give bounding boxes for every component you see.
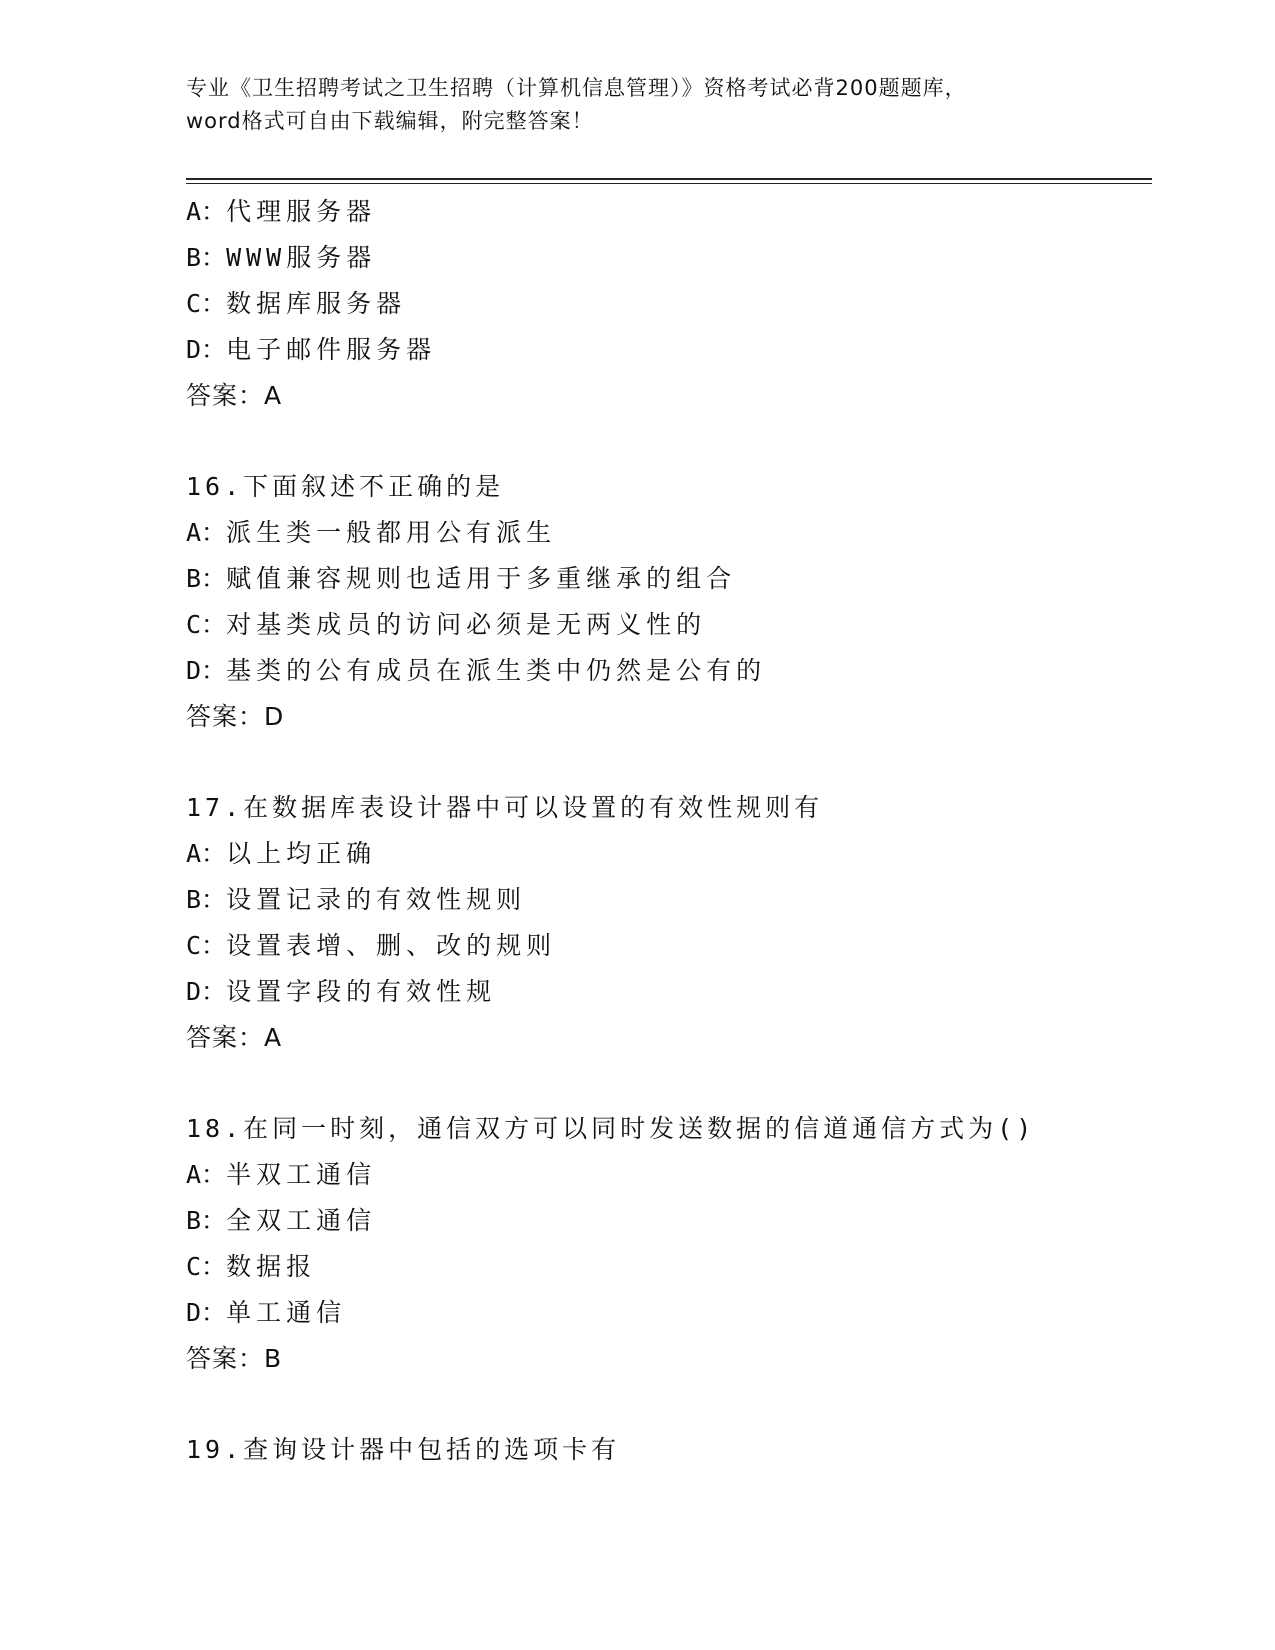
option-c — [186, 923, 1146, 969]
option-letter: B： — [186, 243, 227, 272]
option-letter: C： — [186, 1252, 227, 1281]
option-b — [186, 235, 1146, 281]
option-b — [186, 877, 1146, 923]
option-d — [186, 648, 1146, 694]
option-d — [186, 1290, 1146, 1336]
question-text: 18.在同一时刻，通信双方可以同时发送数据的信道通信方式为() — [186, 1114, 1036, 1143]
answer-line: 答案：B — [186, 1344, 283, 1373]
option-letter: C： — [186, 610, 227, 639]
option-a — [186, 831, 1146, 877]
question-block-16 — [186, 464, 1146, 740]
option-text: 以上均正确 — [226, 839, 377, 868]
option-text: 对基类成员的访问必须是无两义性的 — [226, 610, 707, 639]
option-b — [186, 1198, 1146, 1244]
option-letter: A： — [186, 839, 227, 868]
option-text: 电子邮件服务器 — [226, 335, 437, 364]
option-a — [186, 1152, 1146, 1198]
option-text: 设置表增、删、改的规则 — [226, 931, 557, 960]
document-header — [186, 72, 1086, 138]
question-block-15 — [186, 189, 1146, 419]
question-text: 16.下面叙述不正确的是 — [186, 472, 505, 501]
option-d — [186, 327, 1146, 373]
option-text: 赋值兼容规则也适用于多重继承的组合 — [226, 564, 737, 593]
option-text: 单工通信 — [226, 1298, 347, 1327]
option-letter: D： — [186, 335, 227, 364]
spacer — [186, 419, 1146, 464]
option-letter: A： — [186, 197, 227, 226]
question-block-18 — [186, 1106, 1146, 1382]
header-rule-thin — [186, 183, 1152, 184]
option-a — [186, 189, 1146, 235]
option-letter: A： — [186, 1160, 227, 1189]
option-text: 设置字段的有效性规 — [226, 977, 497, 1006]
option-letter: B： — [186, 1206, 227, 1235]
spacer — [186, 1061, 1146, 1106]
option-b — [186, 556, 1146, 602]
question-block-17 — [186, 785, 1146, 1061]
option-text: 全双工通信 — [226, 1206, 377, 1235]
spacer — [186, 1382, 1146, 1427]
option-text: 派生类一般都用公有派生 — [226, 518, 557, 547]
option-text: 半双工通信 — [226, 1160, 377, 1189]
question-text: 17.在数据库表设计器中可以设置的有效性规则有 — [186, 793, 824, 822]
option-c — [186, 1244, 1146, 1290]
answer-line: 答案：D — [186, 702, 285, 731]
option-text: 数据报 — [226, 1252, 317, 1281]
question-block-19 — [186, 1427, 1146, 1473]
option-text: 设置记录的有效性规则 — [226, 885, 527, 914]
option-text: 代理服务器 — [226, 197, 377, 226]
option-letter: D： — [186, 656, 227, 685]
spacer — [186, 740, 1146, 785]
option-text: 数据库服务器 — [226, 289, 407, 318]
option-letter: C： — [186, 289, 227, 318]
answer-line: 答案：A — [186, 1023, 283, 1052]
option-c — [186, 602, 1146, 648]
option-letter: D： — [186, 977, 227, 1006]
question-list — [186, 189, 1146, 1473]
option-text: 基类的公有成员在派生类中仍然是公有的 — [226, 656, 767, 685]
header-rule-thick — [186, 178, 1152, 180]
option-d — [186, 969, 1146, 1015]
option-letter: B： — [186, 885, 227, 914]
option-letter: D： — [186, 1298, 227, 1327]
option-text: WWW服务器 — [226, 243, 377, 272]
question-text: 19.查询设计器中包括的选项卡有 — [186, 1435, 621, 1464]
header-line-1: 专业《卫生招聘考试之卫生招聘（计算机信息管理）》资格考试必背200题题库， — [186, 76, 967, 100]
option-a — [186, 510, 1146, 556]
answer-line: 答案：A — [186, 381, 283, 410]
option-letter: A： — [186, 518, 227, 547]
option-c — [186, 281, 1146, 327]
option-letter: C： — [186, 931, 227, 960]
option-letter: B： — [186, 564, 227, 593]
header-line-2: word格式可自由下载编辑，附完整答案！ — [186, 109, 594, 133]
